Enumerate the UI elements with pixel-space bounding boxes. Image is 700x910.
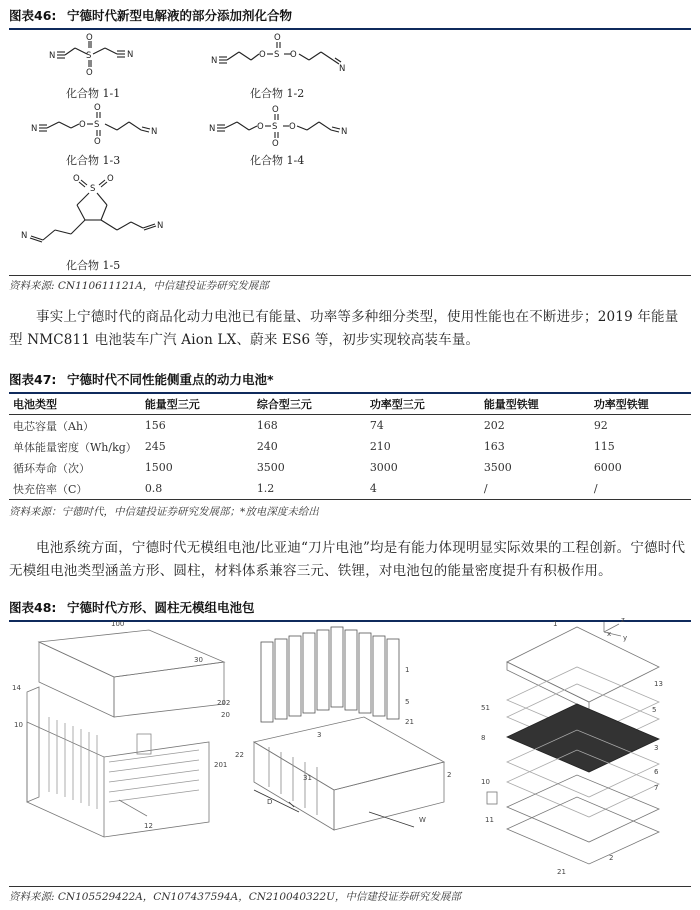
ref-label: 100 bbox=[111, 620, 125, 628]
atom-n: N bbox=[31, 124, 38, 134]
ref-label: 3 bbox=[654, 744, 659, 752]
atom-o: O bbox=[79, 120, 86, 130]
atom-o: O bbox=[290, 50, 297, 60]
ref-label: 12 bbox=[144, 822, 153, 830]
ref-label: 5 bbox=[405, 698, 410, 706]
ref-label: 201 bbox=[214, 761, 228, 769]
body-paragraph: 事实上宁德时代的商品化动力电池已有能量、功率等多种细分类型，使用性能也在不断进步；2019 年能量型 NMC811 电池装车广汽 Aion LX、蔚来 ES6 等，初步实现较高装车量。 bbox=[9, 309, 679, 348]
compound-label: 化合物 1-1 bbox=[66, 87, 121, 100]
table-cell: / bbox=[480, 478, 590, 500]
ref-label: 3 bbox=[317, 731, 322, 739]
table-cell: 92 bbox=[593, 419, 608, 432]
ref-label: W bbox=[419, 816, 426, 824]
source-note: 资料来源：宁德时代，中信建投证券研究发展部；*放电深度未给出 bbox=[9, 506, 319, 518]
atom-n: N bbox=[339, 64, 346, 74]
atom-o: O bbox=[94, 137, 101, 147]
compound-1-2-structure bbox=[219, 42, 341, 64]
ref-label: 5 bbox=[652, 706, 657, 714]
atom-o: O bbox=[107, 174, 114, 184]
table-cell: 245 bbox=[144, 440, 166, 453]
table-cell: 210 bbox=[369, 440, 391, 453]
ref-label: y bbox=[623, 634, 628, 642]
column-header: 功率型铁锂 bbox=[590, 394, 691, 415]
figure-number: 图表48: bbox=[9, 600, 57, 615]
column-header: 功率型三元 bbox=[366, 394, 480, 415]
atom-o: O bbox=[86, 33, 93, 43]
table-cell: 74 bbox=[369, 419, 384, 432]
atom-s: S bbox=[274, 50, 280, 60]
battery-pack-drawings bbox=[9, 616, 691, 884]
table-row bbox=[9, 478, 691, 500]
ref-label: 22 bbox=[235, 751, 244, 759]
atom-o: O bbox=[272, 139, 279, 149]
ref-label: 2 bbox=[609, 854, 614, 862]
atom-s: S bbox=[94, 120, 100, 130]
ref-label: 6 bbox=[654, 768, 659, 776]
atom-o: O bbox=[94, 103, 101, 113]
ref-label: 1 bbox=[553, 620, 558, 628]
table-cell: 168 bbox=[256, 419, 278, 432]
table-row bbox=[9, 415, 691, 437]
ref-label: 14 bbox=[12, 684, 21, 692]
ref-label: 2 bbox=[447, 771, 452, 779]
ref-label: 10 bbox=[481, 778, 490, 786]
figure-caption: 宁德时代不同性能侧重点的动力电池* bbox=[67, 372, 274, 387]
cylindrical-pack-exploded-drawing bbox=[487, 622, 659, 864]
atom-o: O bbox=[73, 174, 80, 184]
table-header-row bbox=[9, 394, 691, 415]
table-cell: / bbox=[590, 478, 691, 500]
table-cell: 0.8 bbox=[141, 478, 253, 500]
column-header: 能量型三元 bbox=[141, 394, 253, 415]
ref-label: D bbox=[267, 798, 273, 806]
ref-label: 30 bbox=[194, 656, 203, 664]
ref-label: 21 bbox=[405, 718, 414, 726]
ref-label: 20 bbox=[221, 711, 230, 719]
atom-n: N bbox=[151, 127, 158, 137]
table-cell: 240 bbox=[256, 440, 278, 453]
table-cell: 单体能量密度（Wh/kg） bbox=[13, 440, 137, 454]
atom-s: S bbox=[86, 51, 92, 61]
ref-label: 8 bbox=[481, 734, 486, 742]
atom-n: N bbox=[49, 51, 56, 61]
table-cell: 循环寿命（次） bbox=[13, 461, 90, 475]
compound-1-4-structure bbox=[217, 114, 340, 138]
ref-label: x bbox=[607, 630, 612, 638]
ref-label: z bbox=[621, 616, 625, 624]
atom-o: O bbox=[274, 33, 281, 43]
ref-label: 7 bbox=[654, 784, 659, 792]
table-cell: 1500 bbox=[144, 461, 173, 474]
cell-to-pack-drawing bbox=[254, 627, 444, 830]
ref-label: 10 bbox=[14, 721, 23, 729]
ref-label: 11 bbox=[485, 816, 494, 824]
compound-label: 化合物 1-4 bbox=[250, 154, 305, 167]
atom-s: S bbox=[272, 122, 278, 132]
source-note: 资料来源: CN105529422A，CN107437594A，CN210040322U，中信建投证券研究发展部 bbox=[9, 886, 691, 905]
column-header: 电池类型 bbox=[9, 394, 141, 415]
table-cell: 快充倍率（C） bbox=[9, 478, 141, 500]
figure-46-title bbox=[9, 6, 691, 30]
table-cell: 156 bbox=[144, 419, 166, 432]
ref-label: 1 bbox=[405, 666, 410, 674]
atom-n: N bbox=[209, 124, 216, 134]
table-row bbox=[9, 457, 691, 478]
atom-o: O bbox=[86, 68, 93, 78]
table-cell: 115 bbox=[593, 440, 615, 453]
compound-label: 化合物 1-2 bbox=[250, 87, 305, 100]
atom-n: N bbox=[21, 231, 28, 241]
atom-o: O bbox=[272, 105, 279, 115]
atom-o: O bbox=[289, 122, 296, 132]
ref-label: 51 bbox=[481, 704, 490, 712]
atom-n: N bbox=[127, 50, 134, 60]
table-cell: 4 bbox=[366, 478, 480, 500]
table-row bbox=[9, 436, 691, 457]
table-cell: 3000 bbox=[369, 461, 398, 474]
atom-n: N bbox=[341, 127, 348, 137]
figure-48-title bbox=[9, 598, 691, 622]
table-cell: 电芯容量（Ah） bbox=[13, 419, 95, 433]
figure-number: 图表46: bbox=[9, 8, 57, 23]
atom-o: O bbox=[257, 122, 264, 132]
figure-caption: 宁德时代方形、圆柱无模组电池包 bbox=[67, 600, 255, 615]
atom-s: S bbox=[90, 184, 96, 194]
figure-47-title bbox=[9, 370, 691, 394]
atom-n: N bbox=[211, 56, 218, 66]
column-header: 综合型三元 bbox=[253, 394, 366, 415]
ref-label: 13 bbox=[654, 680, 663, 688]
atom-o: O bbox=[259, 50, 266, 60]
battery-spec-table bbox=[9, 394, 691, 500]
table-cell: 3500 bbox=[256, 461, 285, 474]
atom-n: N bbox=[157, 221, 164, 231]
table-cell: 6000 bbox=[593, 461, 622, 474]
figure-caption: 宁德时代新型电解液的部分添加剂化合物 bbox=[67, 8, 293, 23]
table-cell: 202 bbox=[483, 419, 505, 432]
compound-label: 化合物 1-3 bbox=[66, 154, 121, 167]
column-header: 能量型铁锂 bbox=[480, 394, 590, 415]
source-note: 资料来源: CN110611121A，中信建投证券研究发展部 bbox=[9, 275, 691, 294]
table-cell: 3500 bbox=[483, 461, 512, 474]
figure-number: 图表47: bbox=[9, 372, 57, 387]
ref-label: 202 bbox=[217, 699, 231, 707]
body-paragraph: 电池系统方面，宁德时代无模组电池/比亚迪“刀片电池”均是有能力体现明显实际效果的工程创新。宁德时代无模组电池类型涵盖方形、圆柱，材料体系兼容三元、铁锂，对电池包的能量密度提升有积极作用。 bbox=[9, 540, 686, 579]
table-cell: 163 bbox=[483, 440, 505, 453]
ref-label: 31 bbox=[303, 774, 312, 782]
ref-label: 21 bbox=[557, 868, 566, 876]
compound-label: 化合物 1-5 bbox=[66, 259, 121, 272]
table-cell: 1.2 bbox=[253, 478, 366, 500]
